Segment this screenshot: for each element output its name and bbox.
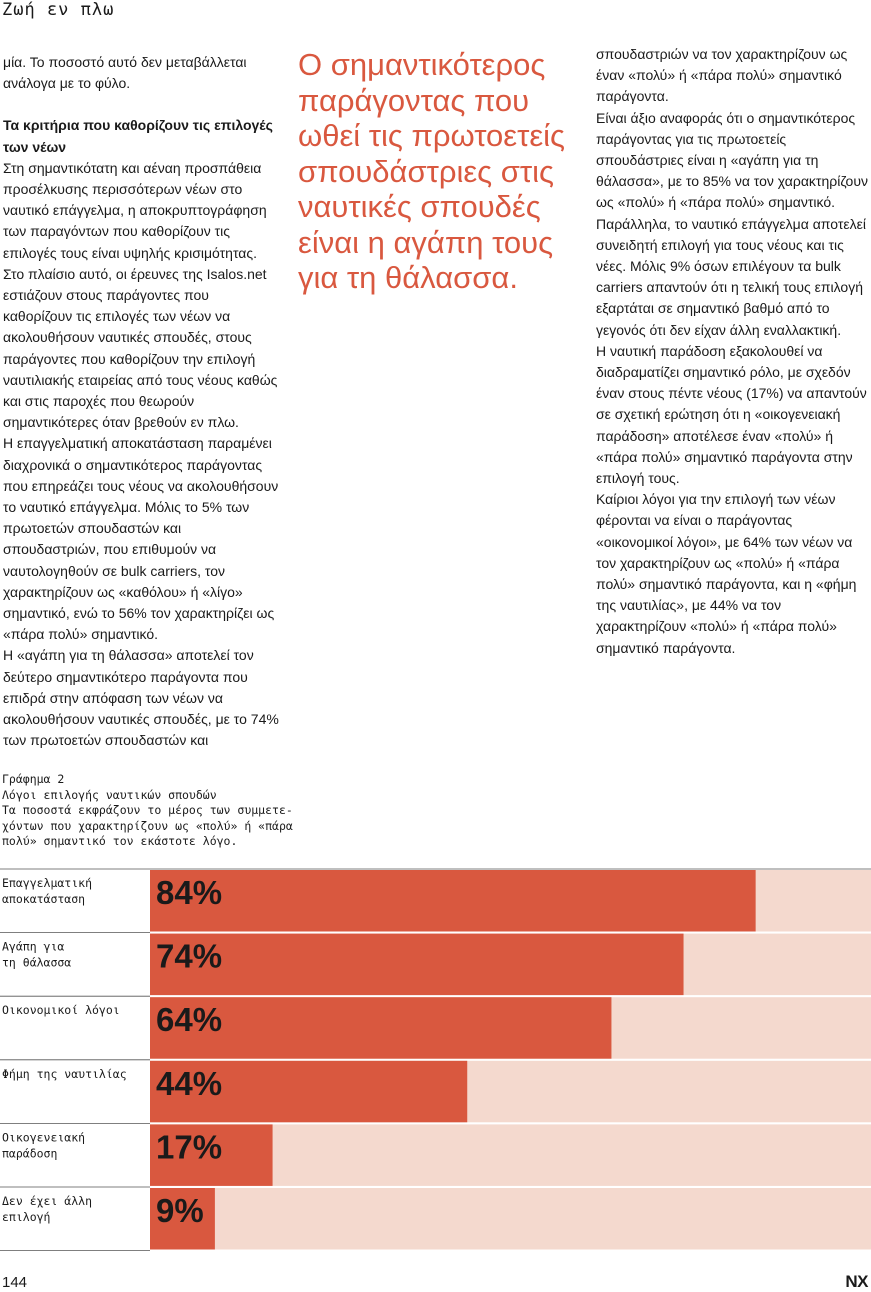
paragraph: σπουδαστριών να τον χαρακτηρίζουν ως έναν «πολύ» ή «πάρα πολύ» σημαντικό παράγοντα. [596,46,848,105]
paragraph: μία. Το ποσοστό αυτό δεν μεταβάλλεται ανάλογα με το φύλο. [3,54,247,92]
value-label: 84% [156,874,223,911]
section-subhead: Τα κριτήρια που καθορίζουν τις επιλογές των νέων [3,117,273,155]
pull-quote: Ο σημαντικότερος παράγοντας που ωθεί τις πρωτοετείς σπουδάστριες στις ναυτικές σπουδές είναι η αγάπη τους για τη θάλασσα. [298,47,565,295]
magazine-logo: NX [845,1272,868,1291]
value-label: 9% [156,1192,204,1229]
paragraph: Η «αγάπη για τη θάλασσα» αποτελεί τον δεύτερο σημαντικότερο παράγοντα που επιδρά στην απόφαση των νέων να ακολουθήσουν ναυτικές σπουδές, με το 74% των πρωτοετών σπουδαστών και [3,647,279,749]
chart-caption-line: Λόγοι επιλογής ναυτικών σπουδών [2,787,217,802]
running-head: Ζωή εν πλω [2,0,115,20]
bar [150,934,684,996]
category-label: τη θάλασσα [2,955,72,970]
category-label: Επαγγελματική [2,876,93,890]
paragraph: Στη σημαντικότατη και αέναη προσπάθεια προσέλκυσης περισσότερων νέων στο ναυτικό επάγγελμα, η αποκρυπτογράφηση των παραγόντων που καθορίζουν τις επιλογές τους είναι υψηλής κρισιμότητας. Στο πλαίσιο αυτό, οι έρευνες της Isalos.net εστιάζουν στους παράγοντες που καθορίζουν τις επιλογές των νέων να ακολουθήσουν ναυτικές σπουδές, στους παράγοντες που καθορίζουν την επιλογή ναυτιλιακής εταιρείας από τους νέους καθώς και στις παροχές που θεωρούν σημαντικότερες όταν βρεθούν εν πλω. [3,159,278,431]
category-label: παράδοση [2,1146,58,1161]
category-label: Φήμη της ναυτιλίας [2,1066,127,1081]
category-label: αποκατάσταση [2,892,86,906]
value-label: 17% [156,1128,223,1166]
bar-track [150,1188,871,1250]
category-label: επιλογή [2,1210,51,1224]
chart-caption-line: χόντων που χαρακτηρίζουν ως «πολύ» ή «πάρα [2,818,293,833]
page-number: 144 [2,1274,28,1291]
value-label: 74% [156,937,223,975]
category-label: Δεν έχει άλλη [2,1194,93,1208]
value-label: 44% [156,1064,223,1102]
paragraph: Παράλληλα, το ναυτικό επάγγελμα αποτελεί συνειδητή επιλογή για τους νέους και τις νέες. Μόλις 9% όσων επιλέγουν τα bulk carriers απαντούν ότι η τελική τους επιλογή εξαρτάται σε σημαντικό βαθμό από το γεγονός ότι δεν είχαν άλλη εναλλακτική. [596,215,866,338]
chart-caption-line: πολύ» σημαντικό τον εκάστοτε λόγο. [2,834,238,848]
category-label: Οικογενειακή [2,1130,86,1145]
bar [150,870,756,932]
chart-caption-line: Τα ποσοστά εκφράζουν το μέρος των συμμετε- [2,803,293,817]
value-label: 64% [156,1001,223,1039]
category-label: Αγάπη για [2,939,65,954]
paragraph: Καίριοι λόγοι για την επιλογή των νέων φέρονται να είναι ο παράγοντας «οικονομικοί λόγοι», με 64% των νέων να τον χαρακτηρίζουν ως «πολύ» ή «πάρα πολύ» σημαντικό παράγοντα, και η «φήμη της ναυτιλίας», με 44% να τον χαρακτηρίζουν «πολύ» ή «πάρα πολύ» σημαντικό παράγοντα. [596,491,857,656]
chart-caption-line: Γράφημα 2 [2,772,65,786]
paragraph: Η ναυτική παράδοση εξακολουθεί να διαδραματίζει σημαντικό ρόλο, με σχεδόν έναν στους πέντε νέους (17%) να απαντούν σε σχετική ερώτηση ότι η «οικογενειακή παράδοση» αποτέλεσε έναν «πολύ» ή «πάρα πολύ» σημαντικό παράγοντα στην επιλογή τους. [596,342,867,487]
paragraph: Η επαγγελματική αποκατάσταση παραμένει διαχρονικά ο σημαντικότερος παράγοντας που επηρεάζει τους νέους να ακολουθήσουν το ναυτικό επάγγελμα. Μόλις το 5% των πρωτοετών σπουδαστών και σπουδαστριών, που επιθυμούν να ναυτολογηθούν σε bulk carriers, τον χαρακτηρίζουν ως «καθόλου» ή «λίγο» σημαντικό, ενώ το 56% τον χαρακτηρίζει ως «πάρα πολύ» σημαντικό. [3,435,279,643]
paragraph: Είναι άξιο αναφοράς ότι ο σημαντικότερος παράγοντας για τις πρωτοετείς σπουδάστριες είναι η «αγάπη για τη θάλασσα», με το 85% να τον χαρακτηρίζουν ως «πολύ» ή «πάρα πολύ» σημαντικό. [596,109,869,211]
category-label: Οικονομικοί λόγοι [2,1003,120,1018]
